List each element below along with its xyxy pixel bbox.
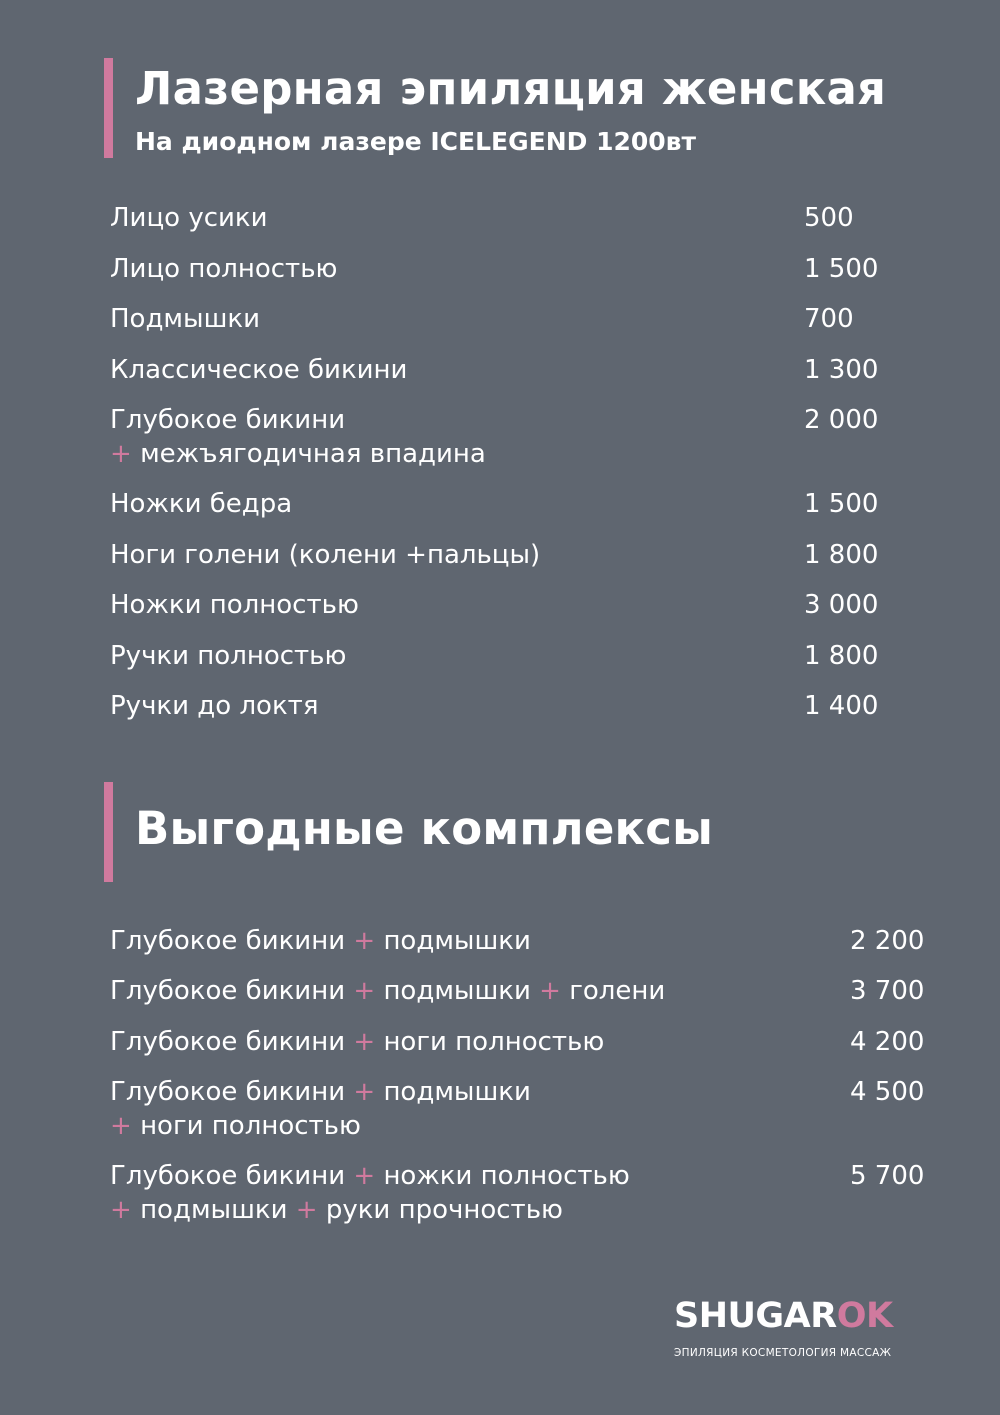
plus-sign: + (353, 1161, 376, 1191)
plus-sign: + (110, 1195, 132, 1225)
item-part: Глубокое бикини (110, 1027, 346, 1057)
item-part: Глубокое бикини (110, 976, 346, 1006)
item-price: 1 500 (804, 489, 879, 519)
list-item (110, 689, 318, 723)
brand-name-accent: OK (836, 1296, 893, 1336)
item-part: подмышки (140, 1195, 288, 1225)
plus-sign: + (353, 1027, 376, 1057)
item-part: голени (569, 976, 666, 1006)
plus-sign: + (353, 1077, 376, 1107)
item-name: Классическое бикини (110, 355, 408, 385)
page-subtitle: На диодном лазере ICELEGEND 1200вт (135, 127, 696, 156)
list-item (110, 924, 531, 958)
list-item (110, 1159, 630, 1227)
item-part: Глубокое бикини (110, 926, 346, 956)
accent-bar (104, 58, 113, 158)
item-part: Глубокое бикини (110, 1161, 346, 1191)
item-name: Лицо полностью (110, 254, 338, 284)
item-part: ноги полностью (383, 1027, 605, 1057)
item-name: Подмышки (110, 304, 260, 334)
plus-sign: + (295, 1195, 318, 1225)
list-item (110, 639, 346, 673)
plus-sign: + (353, 926, 376, 956)
item-price: 4 200 (850, 1027, 925, 1057)
list-item (110, 538, 540, 572)
item-price: 2 000 (804, 405, 879, 435)
item-part: ножки полностью (383, 1161, 630, 1191)
item-price: 3 700 (850, 976, 925, 1006)
list-item (110, 588, 359, 622)
plus-sign: + (539, 976, 561, 1006)
list-item (110, 201, 268, 235)
item-name: Ручки полностью (110, 641, 347, 671)
list-item (110, 487, 292, 521)
list-item (110, 1075, 531, 1143)
item-name: Ножки бедра (110, 489, 293, 519)
plus-sign: + (110, 439, 132, 469)
item-price: 1 800 (804, 540, 879, 570)
brand-tagline: ЭПИЛЯЦИЯ КОСМЕТОЛОГИЯ МАССАЖ (674, 1347, 892, 1359)
item-price: 700 (804, 304, 854, 334)
item-part: подмышки (383, 976, 531, 1006)
brand-logo (674, 1296, 893, 1336)
item-price: 1 800 (804, 641, 879, 671)
item-name: Ножки полностью (110, 590, 359, 620)
accent-bar (104, 782, 113, 882)
item-price: 2 200 (850, 926, 925, 956)
plus-sign: + (110, 1111, 132, 1141)
plus-sign: + (353, 976, 376, 1006)
item-part: подмышки (383, 1077, 531, 1107)
section-header-laser (104, 58, 904, 160)
item-part: Глубокое бикини (110, 1077, 346, 1107)
item-price: 4 500 (850, 1077, 925, 1107)
page-title: Лазерная эпиляция женская (135, 62, 887, 115)
item-price: 1 400 (804, 691, 879, 721)
item-name-cont: межъягодичная впадина (140, 439, 486, 469)
item-name: Лицо усики (110, 203, 268, 233)
section-title: Выгодные комплексы (135, 802, 714, 855)
brand-name-main: SHUGAR (674, 1296, 837, 1336)
item-part: руки прочностью (325, 1195, 563, 1225)
list-item (110, 1025, 604, 1059)
item-name: Ручки до локтя (110, 691, 319, 721)
list-item (110, 353, 407, 387)
list-item (110, 974, 665, 1008)
item-price: 1 500 (804, 254, 879, 284)
item-name: Глубокое бикини (110, 405, 346, 435)
list-item (110, 403, 486, 471)
item-name: Ноги голени (колени +пальцы) (110, 540, 541, 570)
item-price: 1 300 (804, 355, 879, 385)
section-header-bundles (104, 782, 904, 882)
item-part: ноги полностью (140, 1111, 361, 1141)
list-item (110, 252, 337, 286)
item-price: 5 700 (850, 1161, 925, 1191)
list-item (110, 302, 260, 336)
item-price: 500 (804, 203, 854, 233)
item-price: 3 000 (804, 590, 879, 620)
item-part: подмышки (383, 926, 531, 956)
